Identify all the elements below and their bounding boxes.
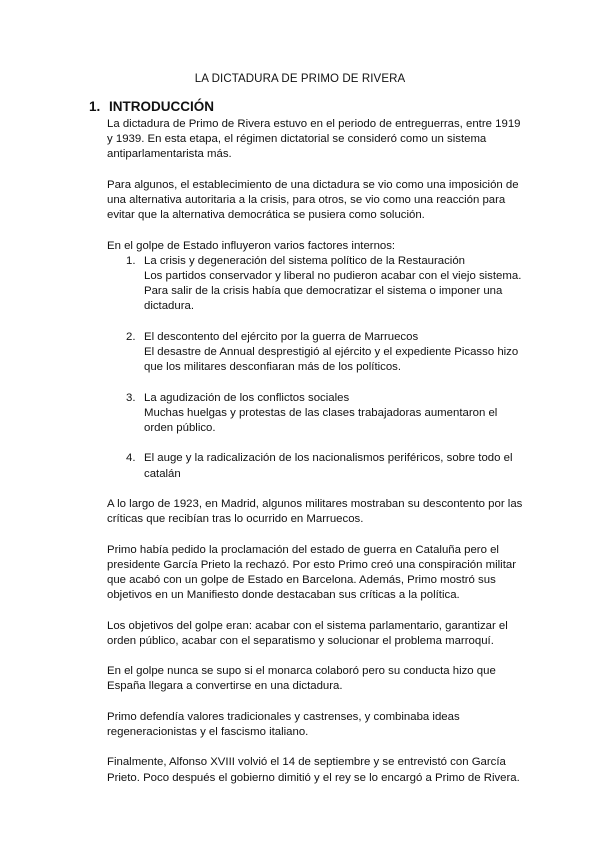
section-number: 1.: [89, 99, 101, 114]
paragraph: Primo defendía valores tradicionales y castrenses, y combinaba ideas regeneracionistas y el fascismo italiano.: [107, 710, 460, 738]
list-item: [107, 391, 527, 437]
paragraph: La dictadura de Primo de Rivera estuvo en el periodo de entreguerras, entre 1919 y 1939. En esta etapa, el régimen dictatorial se consideró como un sistema antiparlamentarista más.: [107, 118, 521, 161]
paragraph: Primo había pedido la proclamación del estado de guerra en Cataluña pero el presidente García Prieto la rechazó. Por esto Primo creó una conspiración militar que acabó con un golpe de Estado en Barcelona. Además, Primo mostró sus objetivos en un Manifiesto donde destacaban sus críticas a la política.: [107, 543, 516, 602]
paragraph: En el golpe nunca se supo si el monarca colaboró pero su conducta hizo que España llegara a convertirse en una dictadura.: [107, 665, 496, 693]
list-item: [107, 254, 527, 315]
list-item-number: 2.: [126, 330, 136, 343]
paragraph: A lo largo de 1923, en Madrid, algunos militares mostraban su descontento por las críticas que recibían tras lo ocurrido en Marruecos.: [107, 497, 523, 526]
list-item-title: El descontento del ejército por la guerra de Marruecos: [144, 330, 419, 343]
list-item-number: 4.: [126, 452, 136, 465]
list-item-text: El desastre de Annual desprestigió al ejército y el expediente Picasso hizo que los militares desconfiaran más de los políticos.: [144, 346, 519, 374]
section-heading: [89, 99, 214, 114]
paragraph: Los objetivos del golpe eran: acabar con el sistema parlamentario, garantizar el orden público, acabar con el separatismo y solucionar el problema marroquí.: [107, 619, 508, 647]
list-item-title: El auge y la radicalización de los nacionalismos periféricos, sobre todo el catalán: [144, 452, 513, 480]
list-item-text: Los partidos conservador y liberal no pudieron acabar con el viejo sistema. Para salir de la crisis había que democratizar el sistema o imponer una dictadura.: [144, 270, 522, 313]
paragraph: En el golpe de Estado influyeron varios factores internos:: [107, 239, 396, 252]
list-item-title: La crisis y degeneración del sistema político de la Restauración: [144, 254, 466, 267]
document-title: LA DICTADURA DE PRIMO DE RIVERA: [194, 73, 406, 85]
section-heading-text: INTRODUCCIÓN: [109, 99, 214, 114]
document-body: [107, 117, 527, 801]
list-item-number: 3.: [126, 391, 136, 404]
factors-list: [107, 254, 527, 482]
list-item: [107, 451, 527, 481]
paragraph: Para algunos, el establecimiento de una dictadura se vio como una imposición de una alternativa autoritaria a la crisis, para otros, se vio como una reacción para evitar que la alternativa democrática se pusiera como solución.: [107, 178, 519, 222]
paragraph: Finalmente, Alfonso XVIII volvió el 14 de septiembre y se entrevistó con García Prieto. Poco después el gobierno dimitió y el rey se lo encargó a Primo de Rivera.: [107, 756, 520, 784]
list-item-title: La agudización de los conflictos sociales: [144, 391, 350, 404]
list-item-text: Muchas huelgas y protestas de las clases trabajadoras aumentaron el orden público.: [144, 406, 498, 434]
list-item-number: 1.: [126, 254, 136, 267]
list-item: [107, 330, 527, 376]
